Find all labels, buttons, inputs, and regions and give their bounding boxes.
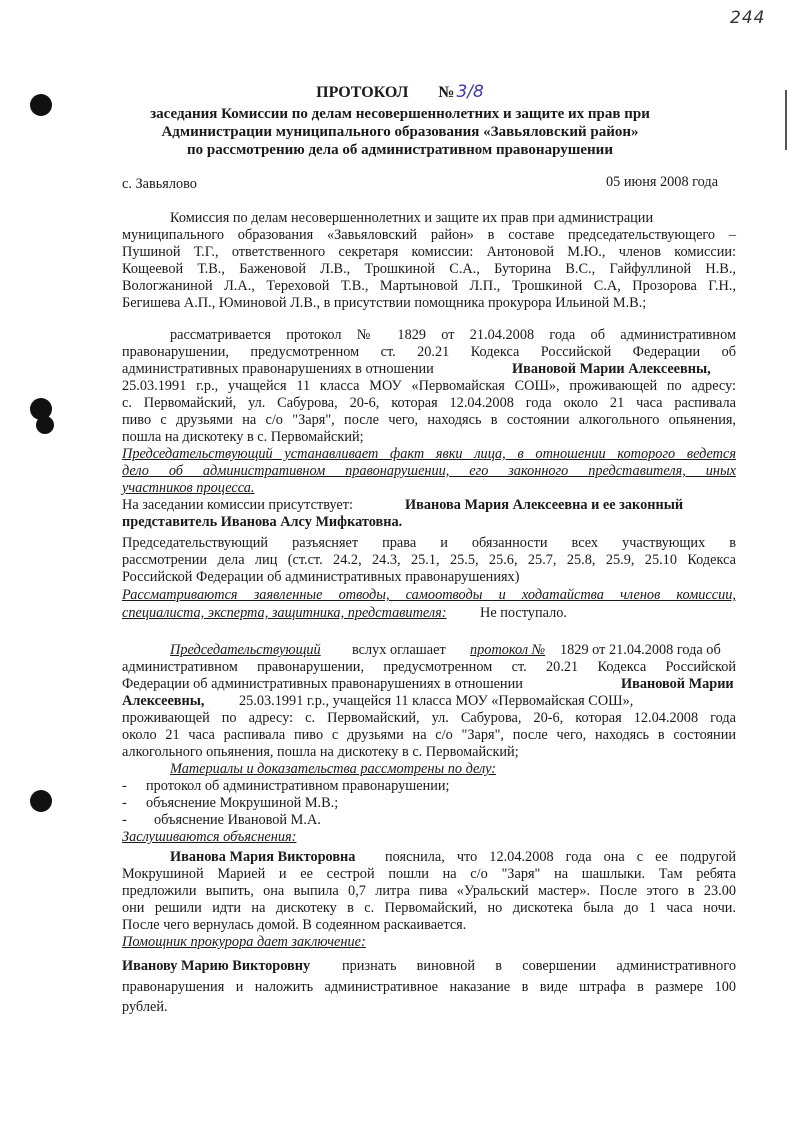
para2-line: пошла на дискотеку в с. Первомайский; bbox=[122, 429, 364, 445]
prosecutor-heading: Помощник прокурора дает заключение: bbox=[122, 934, 366, 950]
reading-chair: Председательствующий bbox=[170, 642, 321, 658]
reading-line: около 21 часа распивала пиво с друзьями на с/о "Заря", после чего, находясь в состоянии bbox=[122, 727, 736, 743]
para1-line: Комиссия по делам несовершеннолетних и защите их прав при администрации bbox=[170, 210, 654, 226]
conclusion-line: рублей. bbox=[122, 999, 168, 1015]
para2-line: рассматривается протокол № 1829 от 21.04.2008 года об административном bbox=[170, 327, 736, 343]
reading-line: административном правонарушении, предусмотренном ст. 20.21 Кодекса Российской bbox=[122, 659, 736, 675]
para2-line: с. Первомайский, ул. Сабурова, 20-6, которая 12.04.2008 года около 21 часа распивала bbox=[122, 395, 736, 411]
reading-line: алкогольного опьянения, пошла на дискотеку в с. Первомайский; bbox=[122, 744, 519, 760]
present-representative: представитель Иванова Алсу Мифкатовна. bbox=[122, 514, 403, 530]
present-prefix: На заседании комиссии присутствует: bbox=[122, 497, 353, 513]
punch-hole-bottom bbox=[30, 790, 52, 812]
explanation-line: Мокрушиной Марией и ее сестрой пошли на с/о "Заря" на шашлыки. Там ребята bbox=[122, 866, 736, 882]
list-dash: - bbox=[122, 778, 127, 794]
handwritten-page-number: 244 bbox=[730, 8, 766, 28]
place: с. Завьялово bbox=[122, 176, 197, 192]
convicted-name: Иванову Марию Викторовну bbox=[122, 958, 311, 974]
reading-accused-name-2: Алексеевны, bbox=[122, 693, 205, 709]
para1-line: Пушиной Т.Г., ответственного секретаря комиссии: Антоновой М.Ю., членов комиссии: bbox=[122, 244, 736, 260]
conclusion-line: признать виновной в совершении административного bbox=[342, 958, 736, 974]
materials-item: объяснение Ивановой М.А. bbox=[154, 812, 321, 828]
accused-name: Ивановой Марии Алексеевны, bbox=[512, 361, 711, 377]
motions-line: Рассматриваются заявленные отводы, самоотводы и ходатайства членов комиссии, bbox=[122, 587, 736, 603]
explanations-heading: Заслушиваются объяснения: bbox=[122, 829, 297, 845]
rights-line: Председательствующий разъясняет права и обязанности всех участвующих в bbox=[122, 535, 736, 551]
motions-line: специалиста, эксперта, защитника, представителя: bbox=[122, 605, 447, 621]
materials-heading: Материалы и доказательства рассмотрены по делу: bbox=[170, 761, 496, 777]
title-line-2: Администрации муниципального образования «Завьяловский район» bbox=[161, 124, 639, 140]
chair-establishes-line: дело об административном правонарушении, его законного представителя, иных bbox=[122, 463, 736, 479]
explanation-line: После чего вернулась домой. В содеянном раскаивается. bbox=[122, 917, 467, 933]
para1-line: Кощеевой Т.В., Баженовой Л.В., Трошкиной С.А., Буторина В.С., Гайфуллиной Н.В., bbox=[122, 261, 736, 277]
para1-line: Бегишева А.П., Юминовой Л.В., в присутствии помощника прокурора Ильиной М.В.; bbox=[122, 295, 647, 311]
date: 05 июня 2008 года bbox=[606, 174, 719, 190]
explanation-line: предложили выпить, она выпила 0,7 литра пива «Уральский мастер». После этого в 23.00 bbox=[122, 883, 736, 899]
handwritten-protocol-number: 3/8 bbox=[456, 82, 484, 102]
present-persons: Иванова Мария Алексеевна и ее законный bbox=[405, 497, 684, 513]
title-line-3: по рассмотрению дела об административном правонарушении bbox=[187, 142, 613, 158]
reading-verb: вслух оглашает bbox=[352, 642, 446, 658]
para2-line: правонарушении, предусмотренном ст. 20.21 Кодекса Российской Федерации об bbox=[122, 344, 736, 360]
conclusion-line: правонарушения и наложить административное наказание в виде штрафа в размере 100 bbox=[122, 979, 736, 995]
title-line-1: заседания Комиссии по делам несовершеннолетних и защите их прав при bbox=[150, 106, 650, 122]
reading-line: Федерации об административных правонарушениях в отношении bbox=[122, 676, 523, 692]
explanation-line: пояснила, что 12.04.2008 года она с ее подругой bbox=[385, 849, 736, 865]
explainer-name: Иванова Мария Викторовна bbox=[170, 849, 356, 865]
para1-line: Вологжаниной Л.А., Тереховой Т.В., Мартыновой Л.П., Трошкиной С.А, Прозорова Г.Н., bbox=[122, 278, 736, 294]
reading-protocol: протокол № bbox=[470, 642, 546, 658]
title-prefix: ПРОТОКОЛ bbox=[316, 84, 409, 101]
motions-result: Не поступало. bbox=[480, 605, 567, 621]
para2-line: 25.03.1991 г.р., учащейся 11 класса МОУ «Первомайская СОШ», проживающей по адресу: bbox=[122, 378, 736, 394]
materials-item: объяснение Мокрушиной М.В.; bbox=[146, 795, 339, 811]
materials-item: протокол об административном правонарушении; bbox=[146, 778, 450, 794]
para2-line: административных правонарушениях в отношении bbox=[122, 361, 434, 377]
reading-line: проживающей по адресу: с. Первомайский, ул. Сабурова, 20-6, которая 12.04.2008 года bbox=[122, 710, 736, 726]
chair-establishes-line: Председательствующий устанавливает факт явки лица, в отношении которого ведется bbox=[122, 446, 736, 462]
list-dash: - bbox=[122, 812, 127, 828]
punch-hole-middle-2 bbox=[36, 416, 54, 434]
chair-establishes-line: участников процесса. bbox=[122, 480, 255, 496]
protocol-title bbox=[0, 82, 800, 102]
reading-accused-name: Ивановой Марии bbox=[621, 676, 734, 692]
reading-protocol-rest: 1829 от 21.04.2008 года об bbox=[560, 642, 721, 658]
title-number-sign: № bbox=[438, 84, 455, 101]
rights-line: рассмотрении дела лиц (ст.ст. 24.2, 24.3, 25.1, 25.5, 25.6, 25.7, 25.8, 25.9, 25.10 Кодекса bbox=[122, 552, 736, 568]
explanation-line: они решили идти на дискотеку в с. Первомайский, но дискотека была до 1 часа ночи. bbox=[122, 900, 736, 916]
reading-line: 25.03.1991 г.р., учащейся 11 класса МОУ «Первомайская СОШ», bbox=[239, 693, 634, 709]
rights-line: Российской Федерации об административных правонарушениях) bbox=[122, 569, 520, 585]
para1-line: муниципального образования «Завьяловский район» в составе председательствующего – bbox=[122, 227, 736, 243]
list-dash: - bbox=[122, 795, 127, 811]
para2-line: пиво с друзьями на с/о "Заря", после чего, находясь в состоянии алкогольного опьянения, bbox=[122, 412, 736, 428]
